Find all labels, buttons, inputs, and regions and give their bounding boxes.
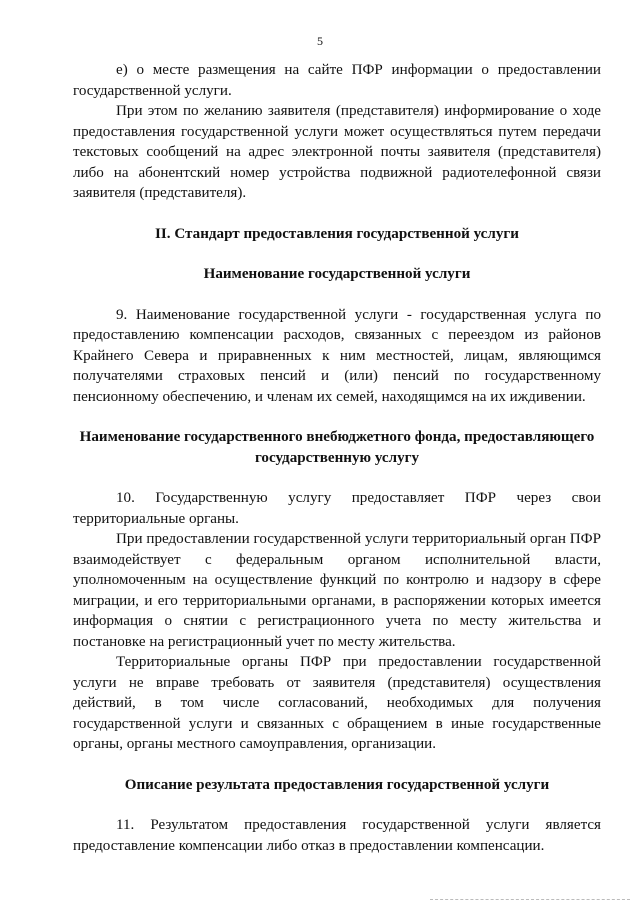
scan-edge-line [430, 899, 630, 901]
paragraph-email-notification: При этом по желанию заявителя (представителя) информирование о ходе предоставления государственной услуги может осуществляться путем передачи текстовых сообщений на адрес электронной почты заявителя (представителя) либо на абонентский номер устройства подвижной радиотелефонной связи заявителя (представителя). [73, 103, 601, 201]
paragraph-info-location: е) о месте размещения на сайте ПФР информации о предоставлении государственной услуги. [73, 62, 601, 99]
paragraph-9-service-name: 9. Наименование государственной услуги - государственная услуга по предоставлению компенсации расходов, связанных с переездом из районов Крайнего Севера и приравненных к ним местностей, лицам, являющимся получателями страховых пенсий и (или) пенсий по государственному пенсионному обеспечению, и членам их семей, находящимся на их иждивении. [73, 306, 601, 405]
subheading-service-name: Наименование государственной услуги [203, 266, 471, 282]
paragraph-11-result: 11. Результатом предоставления государственной услуги является предоставление компенсации либо отказ в предоставлении компенсации. [73, 817, 601, 854]
paragraph-10-provider: 10. Государственную услугу предоставляет ПФР через свои территориальные органы. [73, 490, 601, 527]
subheading-result: Описание результата предоставления государственной услуги [124, 776, 550, 793]
paragraph-restrictions: Территориальные органы ПФР при предоставлении государственной услуги не вправе требовать от заявителя (представителя) осуществления действий, в том числе согласований, необходимых для получения государственной услуги и связанных с обращением в иные государственные органы, органы местного самоуправления, организации. [73, 654, 601, 752]
paragraph-interaction: При предоставлении государственной услуги территориальный орган ПФР взаимодействует с федеральным органом исполнительной власти, уполномоченным на осуществление функций по контролю и надзору в сфере миграции, и его территориальными органами, в распоряжении которых имеется информация о снятии с регистрационного учета по месту жительства и постановке на регистрационный учет по месту жительства. [73, 531, 601, 650]
subheading-fund-name: Наименование государственного внебюджетного фонда, предоставляющего государственную услугу [79, 429, 595, 466]
document-body [73, 60, 601, 856]
section-heading-standard: II. Стандарт предоставления государственной услуги [155, 225, 519, 242]
page-number: 5 [317, 34, 323, 48]
